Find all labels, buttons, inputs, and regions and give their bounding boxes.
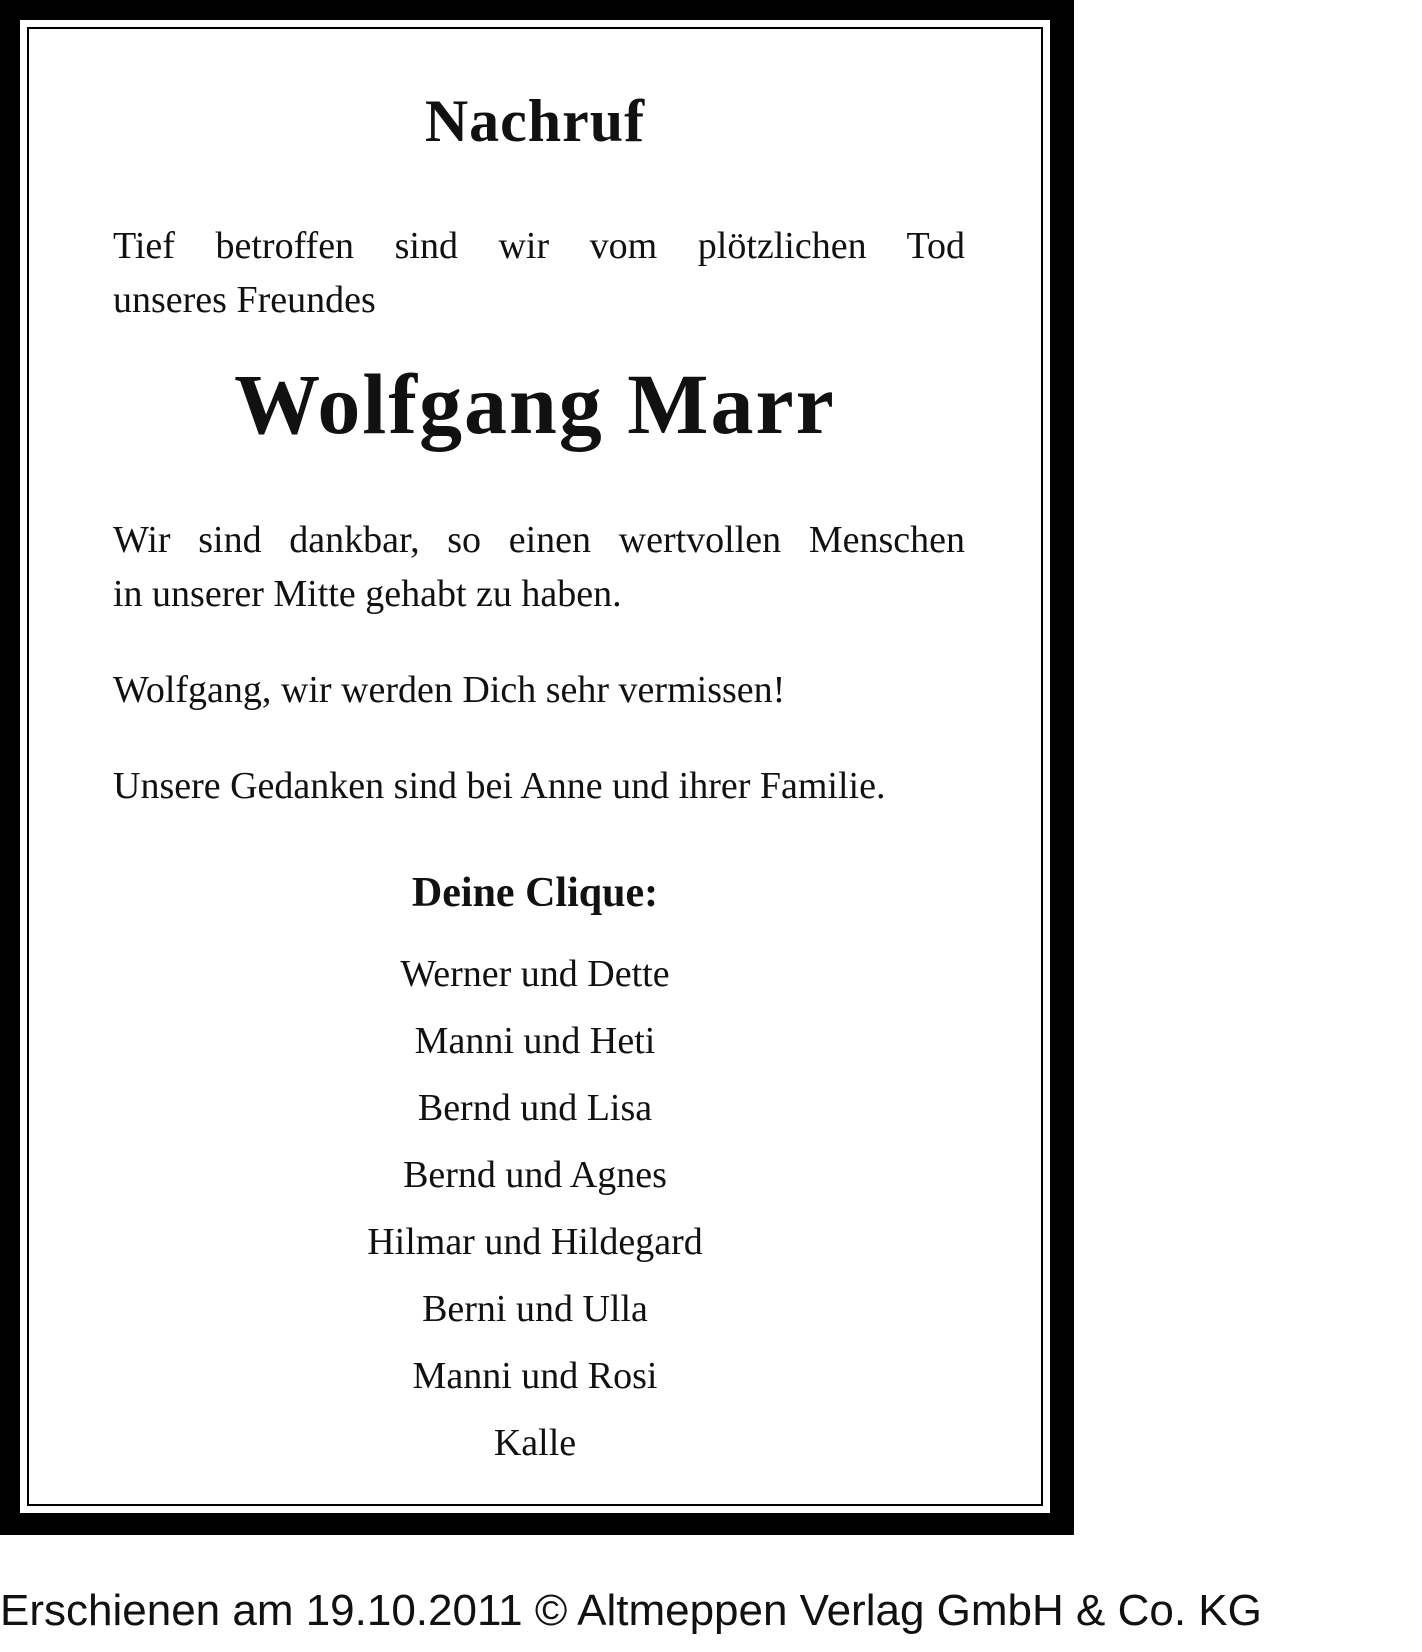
notice-title: Nachruf: [424, 88, 646, 154]
clique-member: Bernd und Lisa: [417, 1087, 653, 1129]
clique-member: Berni und Ulla: [422, 1288, 648, 1330]
clique-member: Manni und Heti: [414, 1020, 656, 1062]
intro-line-2: unseres Freundes: [113, 279, 376, 321]
thanks-line-2: in unserer Mitte gehabt zu haben.: [113, 573, 622, 615]
publication-footer: Erschienen am 19.10.2011 © Altmeppen Verlag GmbH & Co. KG: [0, 1586, 1262, 1635]
thoughts-line: Unsere Gedanken sind bei Anne und ihrer Familie.: [113, 765, 886, 807]
thoughts-paragraph: [113, 759, 965, 813]
thanks-line-1: Wir sind dankbar, so einen wertvollen Menschen: [113, 519, 965, 561]
clique-member: Kalle: [493, 1422, 577, 1464]
thanks-paragraph: [113, 513, 965, 621]
clique-member: Bernd und Agnes: [403, 1154, 667, 1196]
clique-member: Hilmar und Hildegard: [367, 1221, 703, 1263]
miss-paragraph: [113, 663, 965, 717]
notice-frame-inner: [27, 27, 1043, 1506]
clique-list: [29, 941, 1041, 1477]
notice-content: [29, 29, 1041, 1504]
intro-paragraph: [113, 219, 965, 327]
clique-heading: Deine Clique:: [411, 870, 659, 916]
clique-member: Manni und Rosi: [412, 1355, 658, 1397]
intro-line-1: Tief betroffen sind wir vom plötzlichen Tod: [113, 225, 965, 267]
deceased-name: Wolfgang Marr: [234, 356, 836, 452]
clique-member: Werner und Dette: [400, 953, 670, 995]
notice-frame-gap: [20, 20, 1050, 1513]
miss-line: Wolfgang, wir werden Dich sehr vermissen!: [113, 669, 786, 711]
